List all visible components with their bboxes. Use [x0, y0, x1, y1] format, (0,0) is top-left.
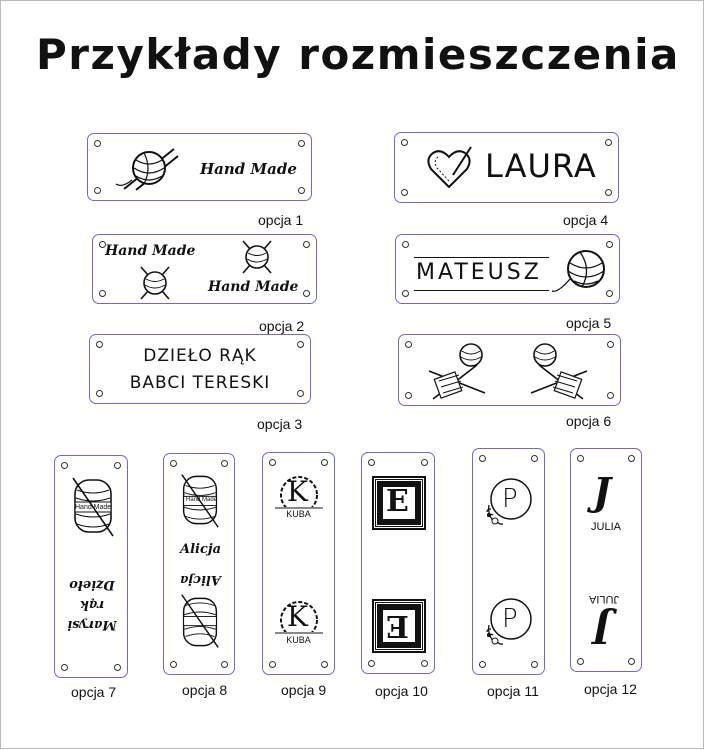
caption-option-6: opcja 6	[566, 413, 612, 429]
caption-option-3: opcja 3	[257, 416, 303, 432]
hand-made-bottom-text: Hand Made	[208, 279, 299, 295]
name-text-rotated: JULIA	[589, 593, 619, 605]
monogram-letter: K	[287, 600, 308, 633]
tag-option-10	[361, 452, 435, 674]
hole	[479, 661, 486, 668]
hole	[405, 341, 412, 348]
monogram-letter-rotated: E	[386, 608, 409, 643]
yarn-ball-icon	[552, 247, 612, 297]
hole	[303, 241, 310, 248]
hole	[402, 241, 409, 248]
yarn-ball-crochet-icon	[239, 239, 275, 275]
hole	[607, 341, 614, 348]
hole	[269, 459, 276, 466]
tag-option-9	[262, 452, 335, 675]
caption-option-5: opcja 5	[566, 315, 612, 331]
heart-needle-icon	[425, 145, 475, 191]
hole	[605, 189, 612, 196]
tag-option-5	[395, 234, 620, 304]
monogram-letter: P	[502, 484, 518, 514]
tag-option-6	[398, 334, 621, 406]
hole	[628, 658, 635, 665]
name-text: KUBA	[286, 509, 311, 519]
hole	[221, 460, 228, 467]
yarn-label-text: Hand Made	[186, 497, 218, 503]
monogram-letter-rotated: J	[593, 607, 611, 652]
hand-made-top-text: Hand Made	[105, 243, 196, 259]
hole	[531, 661, 538, 668]
hole	[421, 660, 428, 667]
hole	[405, 392, 412, 399]
yarn-label-text: Hand Made	[75, 504, 112, 511]
hole	[99, 290, 106, 297]
hole	[298, 140, 305, 147]
hole	[605, 139, 612, 146]
caption-option-2: opcja 2	[259, 318, 305, 334]
hole	[94, 187, 101, 194]
hole	[479, 455, 486, 462]
line2-text: BABCI TERESKI	[129, 373, 271, 393]
hole	[321, 459, 328, 466]
hole	[61, 664, 68, 671]
hole	[269, 661, 276, 668]
hole	[321, 661, 328, 668]
hole	[402, 290, 409, 297]
hole	[221, 661, 228, 668]
hole	[114, 664, 121, 671]
monogram-letter: P	[502, 604, 518, 634]
caption-option-10: opcja 10	[375, 683, 428, 699]
tag-option-7	[54, 455, 128, 678]
caption-option-11: opcja 11	[487, 683, 539, 699]
name-text: Alicja	[180, 542, 222, 557]
rotated-text-block: Marysi rąk Dzieło	[67, 577, 117, 632]
bottom-rule	[414, 290, 549, 291]
hole	[303, 290, 310, 297]
hole	[298, 187, 305, 194]
caption-option-12: opcja 12	[584, 681, 637, 697]
yarn-ball-crochet-icon	[137, 265, 173, 301]
name-text: JULIA	[591, 521, 621, 533]
tag-option-4	[394, 132, 619, 203]
hole	[577, 455, 584, 462]
top-rule	[414, 257, 549, 258]
hole	[114, 462, 121, 469]
tag-option-8	[163, 453, 235, 675]
tag-option-12	[570, 448, 642, 672]
name-text: KUBA	[286, 635, 311, 645]
knitting-yarn-icon	[427, 341, 487, 401]
name-text: MATEUSZ	[416, 260, 542, 285]
hole	[368, 459, 375, 466]
page-title: Przykłady rozmieszczenia	[36, 30, 680, 79]
knitting-yarn-icon	[529, 341, 589, 401]
monogram-letter: J	[593, 469, 611, 514]
hole	[170, 460, 177, 467]
hole	[94, 140, 101, 147]
tag-option-1	[87, 133, 312, 201]
tag-option-11	[472, 448, 545, 675]
line1-text: DZIEŁO RĄK	[143, 346, 257, 366]
caption-option-7: opcja 7	[71, 684, 117, 700]
hole	[421, 459, 428, 466]
hole	[368, 660, 375, 667]
hole	[577, 658, 584, 665]
yarn-skein-icon	[180, 592, 220, 652]
hole	[401, 139, 408, 146]
name-text: LAURA	[485, 147, 597, 185]
hand-made-text: Hand Made	[200, 160, 297, 178]
tag-option-3	[89, 334, 311, 404]
tag-option-2	[92, 234, 317, 304]
yarn-ball-icon	[114, 144, 184, 194]
hole	[401, 189, 408, 196]
monogram-letter: K	[287, 475, 308, 508]
hole	[61, 462, 68, 469]
caption-option-9: opcja 9	[281, 682, 327, 698]
hole	[170, 661, 177, 668]
monogram-letter: E	[386, 484, 409, 519]
hole	[628, 455, 635, 462]
caption-option-8: opcja 8	[182, 682, 228, 698]
caption-option-1: opcja 1	[258, 212, 304, 228]
name-text-rotated: Alicja	[180, 572, 222, 587]
hole	[531, 455, 538, 462]
hole	[607, 392, 614, 399]
caption-option-4: opcja 4	[563, 212, 609, 228]
